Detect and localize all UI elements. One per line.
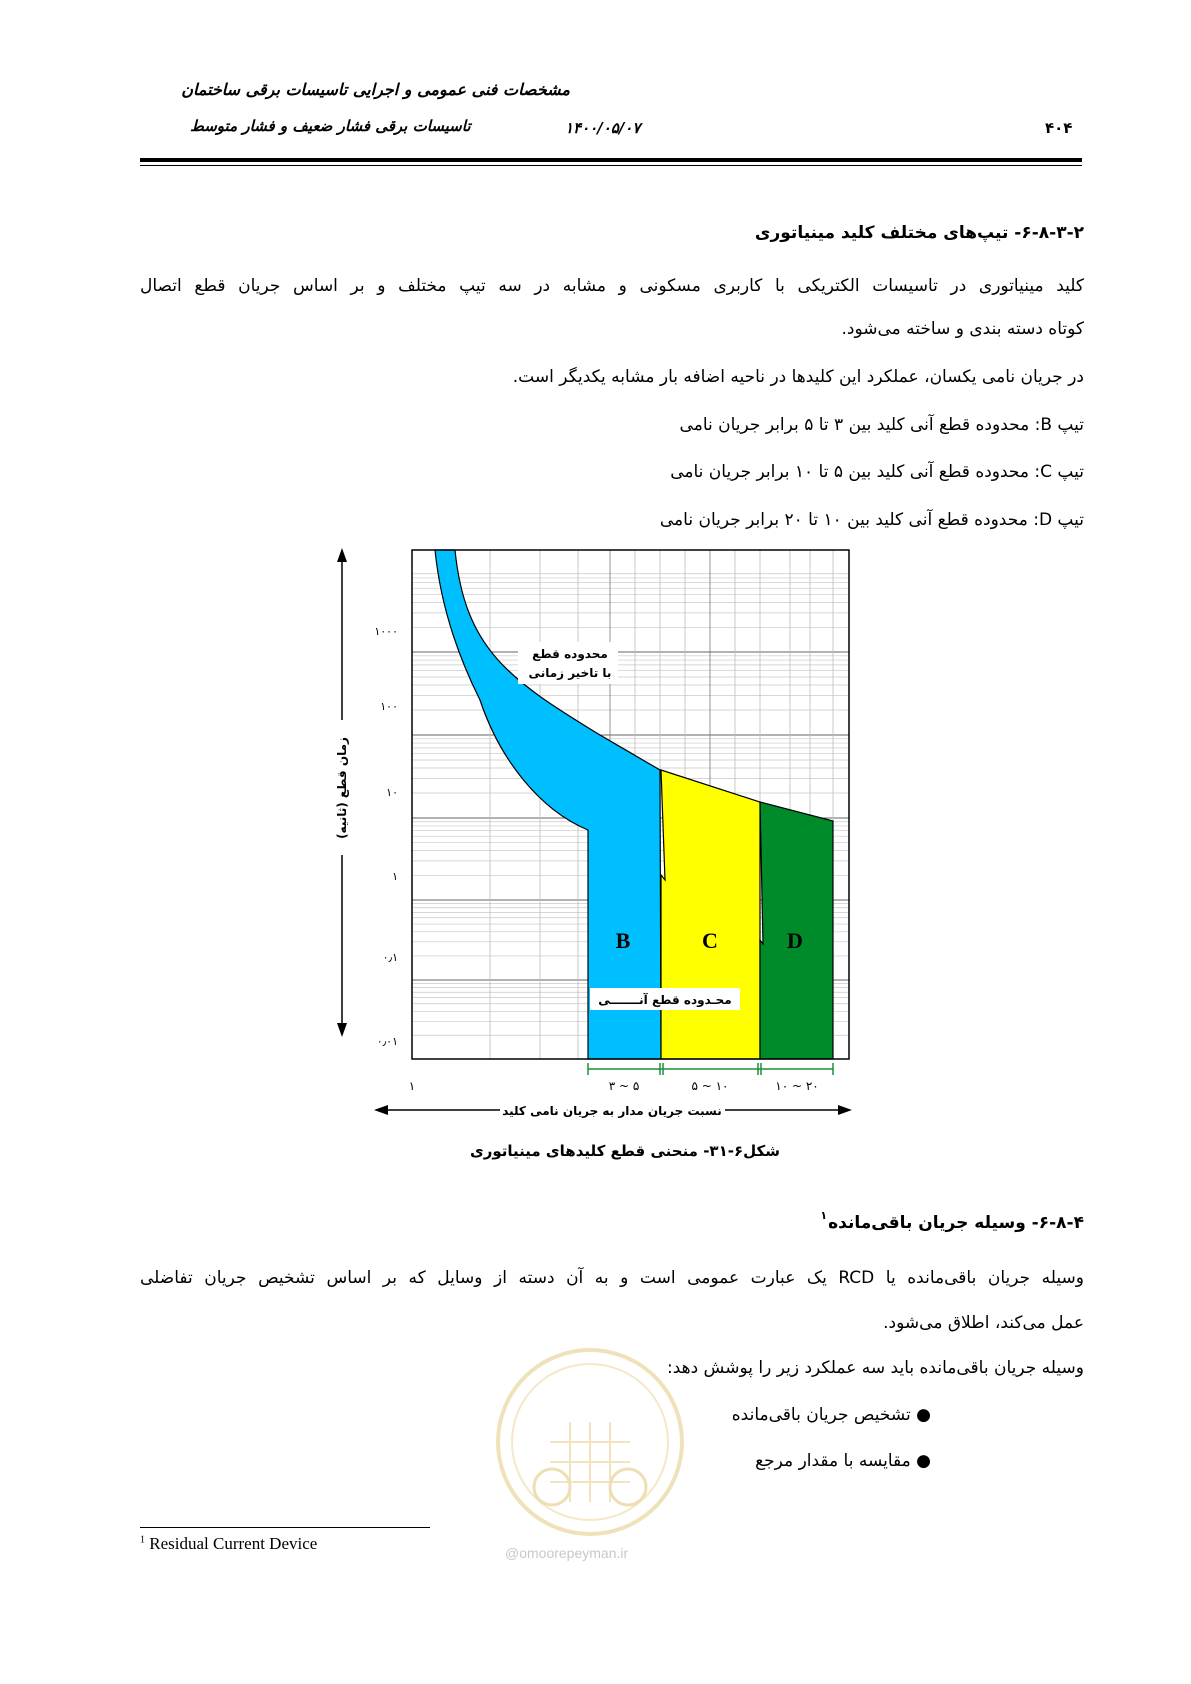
y-axis-arrowhead-down xyxy=(337,1023,347,1037)
region-label-c: C xyxy=(702,928,718,953)
header-rule-thin xyxy=(140,165,1082,166)
paragraph-line: وسیله جریان باقی‌مانده یا RCD یک عبارت عمومی است و به آن دسته از وسایل که بر اساس تشخیص جریان تفاضلی xyxy=(140,1268,1084,1288)
watermark-text: @omoorepeyman.ir xyxy=(505,1545,629,1561)
mcb-trip-curve-figure xyxy=(335,540,880,1120)
paragraph-line: کلید مینیاتوری در تاسیسات الکتریکی با کاربری مسکونی و مشابه در سه تیپ مختلف و بر اساس جریان قطع اتصال xyxy=(140,276,1084,296)
section-heading-text: ۶-۸-۴- وسیله جریان باقی‌مانده xyxy=(828,1213,1084,1233)
page-number: ۴۰۴ xyxy=(1045,119,1073,137)
x-range-brackets xyxy=(588,1063,833,1075)
region-type-c xyxy=(661,770,760,1059)
type-c-description: تیپ C: محدوده قطع آنی کلید بین ۵ تا ۱۰ برابر جریان نامی xyxy=(670,462,1084,482)
bullet-dot-icon: ● xyxy=(910,1405,931,1425)
footnote xyxy=(140,1534,317,1554)
type-d-description: تیپ D: محدوده قطع آنی کلید بین ۱۰ تا ۲۰ برابر جریان نامی xyxy=(659,510,1084,530)
bullet-text: تشخیص جریان باقی‌مانده xyxy=(731,1405,911,1425)
x-tick-label: ۱ xyxy=(408,1079,416,1093)
document-subtitle: تاسیسات برقی فشار ضعیف و فشار متوسط xyxy=(190,117,471,135)
y-axis-arrowhead-up xyxy=(337,548,347,562)
watermark-seal xyxy=(490,1342,690,1557)
type-b-description: تیپ B: محدوده قطع آنی کلید بین ۳ تا ۵ برابر جریان نامی xyxy=(679,415,1084,435)
y-axis-label: زمان قطع (ثانیه) xyxy=(335,737,349,839)
instant-region-label: محـدوده قطع آنـــــــی xyxy=(598,993,732,1007)
y-tick-label: ۱۰۰۰ xyxy=(374,625,398,638)
footnote-rule xyxy=(140,1527,430,1528)
bullet-dot-icon: ● xyxy=(910,1451,931,1471)
document-date: ۱۴۰۰/۰۵/۰۷ xyxy=(565,119,641,137)
document-title: مشخصات فنی عمومی و اجرایی تاسیسات برقی ساختمان xyxy=(181,80,570,99)
footnote-text: Residual Current Device xyxy=(149,1534,318,1553)
paragraph-line: وسیله جریان باقی‌مانده باید سه عملکرد زیر را پوشش دهد: xyxy=(666,1358,1084,1378)
y-tick-label: ۱ xyxy=(392,870,398,883)
x-range-label-c: ۵ ~ ۱۰ xyxy=(691,1079,729,1093)
region-type-b xyxy=(435,550,661,1059)
figure-caption: شکل۶-۳۱- منحنی قطع کلیدهای مینیاتوری xyxy=(469,1142,780,1160)
paragraph-line: عمل می‌کند، اطلاق می‌شود. xyxy=(883,1313,1084,1333)
y-tick-label: ۱۰۰ xyxy=(380,700,398,713)
region-label-d: D xyxy=(787,928,803,953)
x-axis-label: نسبت جریان مدار به جریان نامی کلید xyxy=(502,1104,722,1118)
bullet-item xyxy=(755,1451,931,1471)
y-tick-label: ۰٫۱ xyxy=(382,951,398,964)
x-range-label-b: ۳ ~ ۵ xyxy=(608,1079,640,1093)
footnote-number: 1 xyxy=(140,1534,145,1546)
section-heading-mcb-types xyxy=(755,223,1084,243)
bullet-item xyxy=(732,1405,931,1425)
paragraph-line: کوتاه دسته بندی و ساخته می‌شود. xyxy=(841,319,1084,339)
y-tick-label: ۰٫۰۱ xyxy=(376,1035,398,1048)
x-axis-arrowhead-right xyxy=(838,1105,852,1115)
header-rule-thick xyxy=(140,158,1082,162)
bullet-text: مقایسه با مقدار مرجع xyxy=(755,1451,911,1471)
region-label-b: B xyxy=(615,928,631,953)
section-heading-rcd xyxy=(820,1209,1084,1233)
delay-region-label-line1: محدوده قطع xyxy=(532,647,608,661)
footnote-marker: ۱ xyxy=(820,1209,828,1222)
paragraph-line: در جریان نامی یکسان، عملکرد این کلیدها در ناحیه اضافه بار مشابه یکدیگر است. xyxy=(512,367,1084,387)
x-range-label-d: ۱۰ ~ ۲۰ xyxy=(775,1079,819,1093)
x-axis-arrowhead-left xyxy=(374,1105,388,1115)
y-tick-label: ۱۰ xyxy=(386,786,398,799)
delay-region-label-line2: با تاخیر زمانی xyxy=(528,666,612,680)
section-heading-text: ۶-۸-۳-۲- تیپ‌های مختلف کلید مینیاتوری xyxy=(754,223,1084,243)
